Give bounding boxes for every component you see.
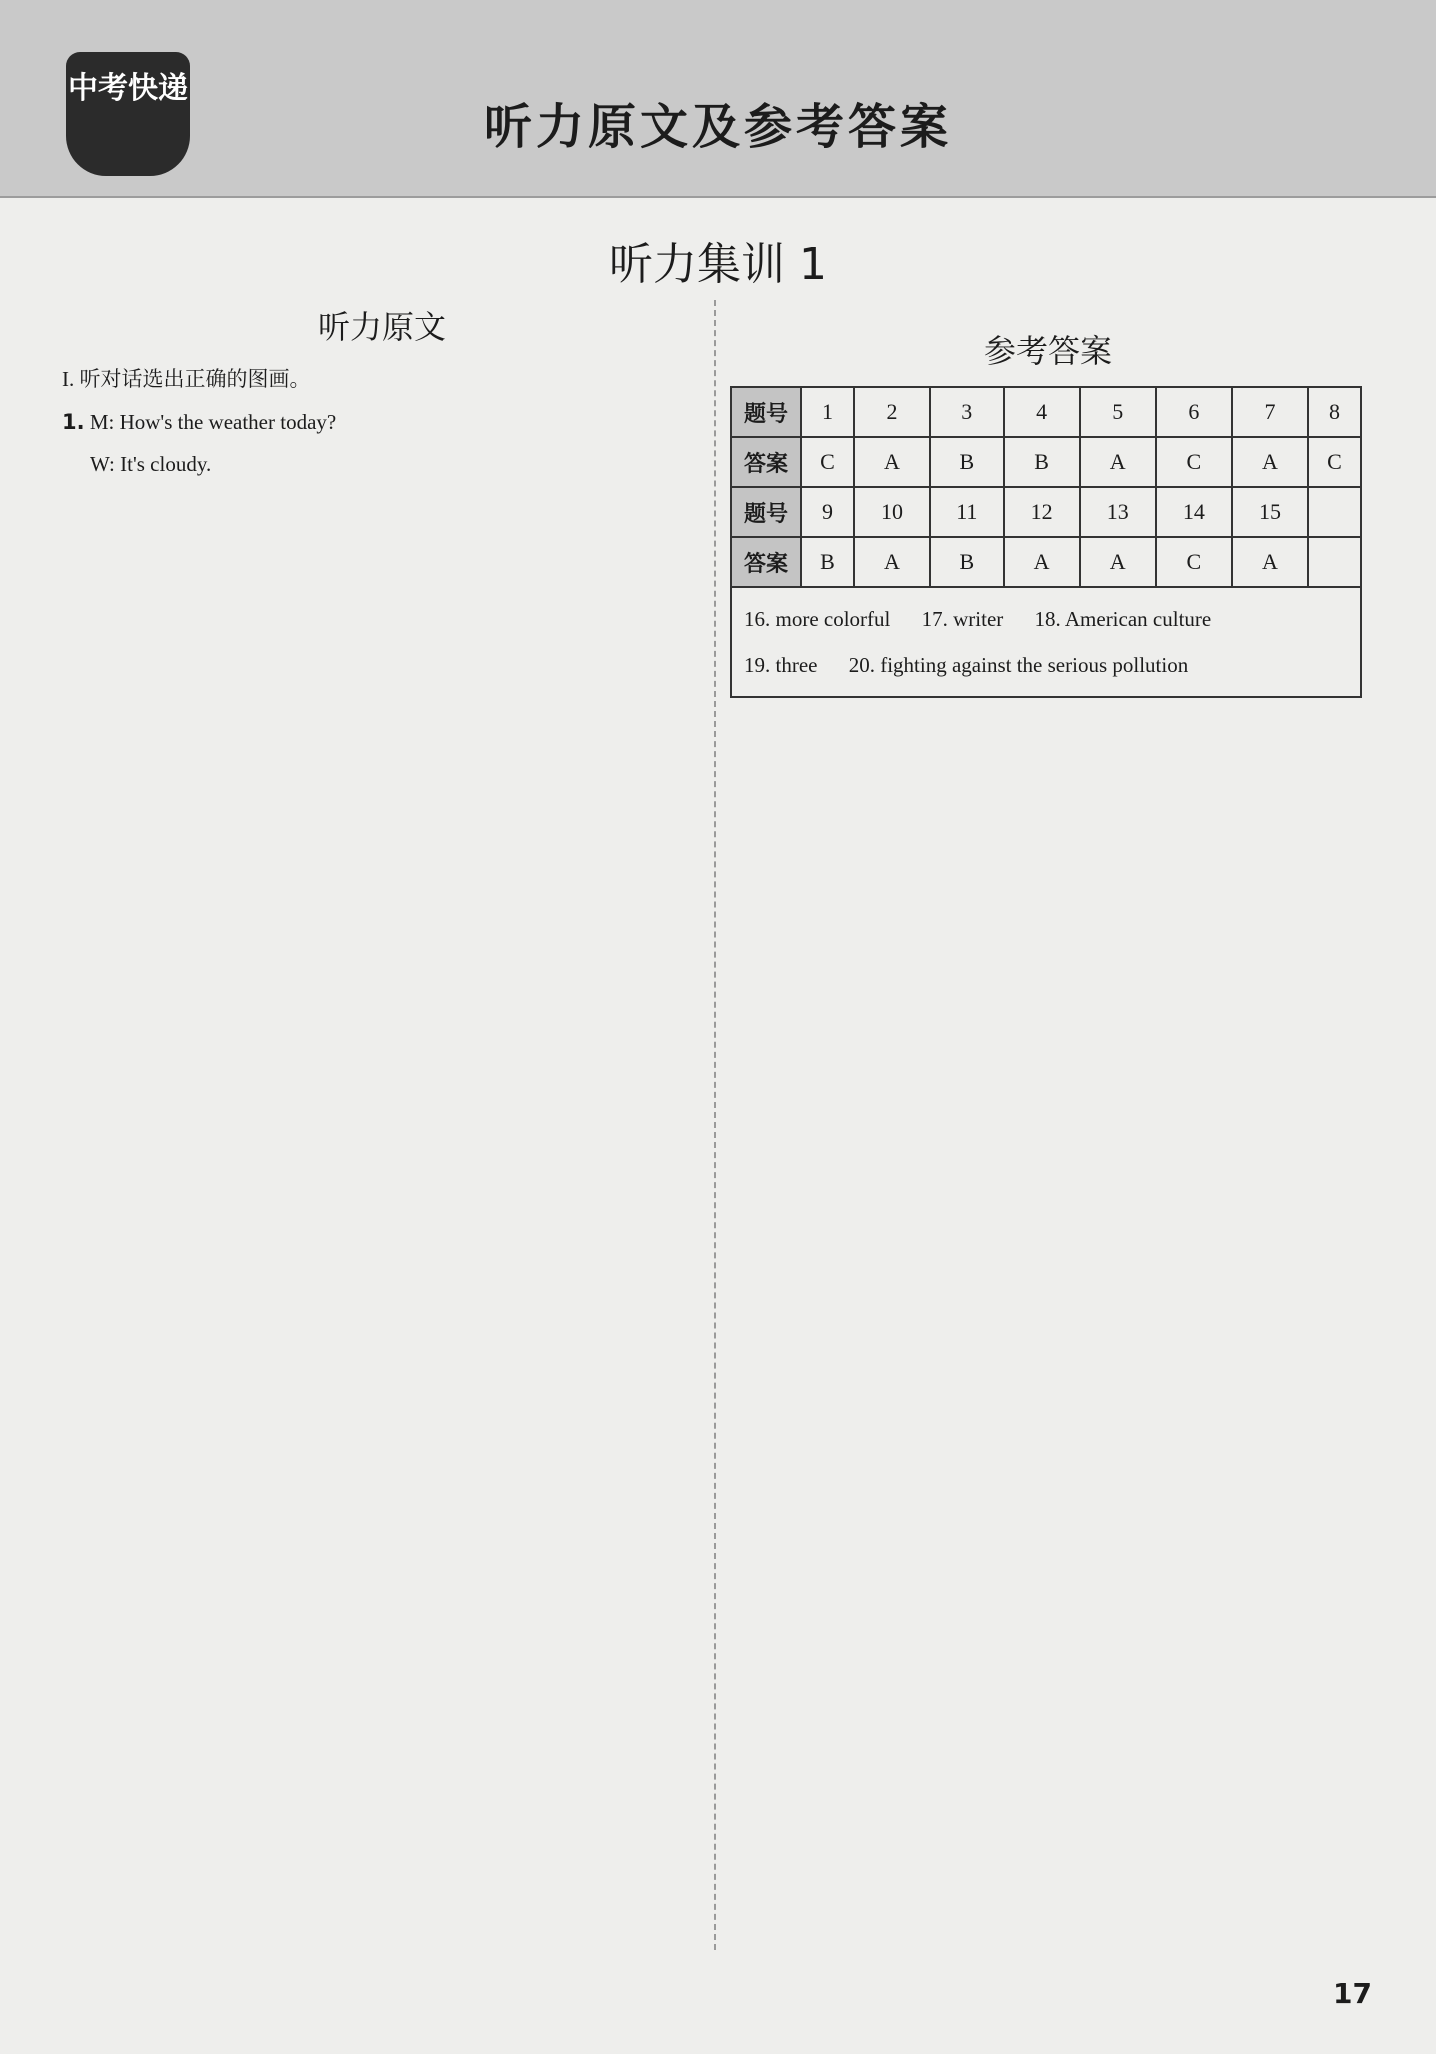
answer-cell: 1 — [801, 387, 854, 437]
fill-answer: 17. writer — [921, 607, 1004, 631]
answer-row-answers-1 — [731, 437, 1361, 487]
section-title: 听力集训 1 — [609, 239, 827, 290]
brand-logo: 中考快递 — [66, 52, 190, 176]
answer-label: 题号 — [731, 387, 801, 437]
answer-cell: 8 — [1308, 387, 1361, 437]
answer-cell — [1308, 487, 1361, 537]
answer-label: 题号 — [731, 487, 801, 537]
fill-answer: 19. three — [744, 653, 818, 677]
page-header — [0, 0, 1436, 198]
fill-in-answers — [730, 588, 1362, 698]
answer-cell: B — [930, 437, 1004, 487]
answer-cell: C — [801, 437, 854, 487]
fill-answer: 16. more colorful — [744, 607, 891, 631]
page-number: 17 — [1333, 1977, 1372, 2010]
answer-label: 答案 — [731, 537, 801, 587]
answer-cell: 13 — [1080, 487, 1156, 537]
answer-cell: A — [1080, 537, 1156, 587]
fill-answer: 18. American culture — [1034, 607, 1212, 631]
answer-cell: 2 — [854, 387, 930, 437]
answer-cell: A — [1080, 437, 1156, 487]
transcript-sample-2: 1. M: How's the weather today? — [62, 409, 337, 434]
right-column — [730, 302, 1366, 698]
answer-cell: A — [854, 437, 930, 487]
answer-cell: C — [1156, 537, 1232, 587]
answer-cell: B — [1004, 437, 1080, 487]
answer-row-numbers-1 — [731, 387, 1361, 437]
answer-cell: B — [801, 537, 854, 587]
answer-cell: 12 — [1004, 487, 1080, 537]
transcript-heading: 听力原文 — [317, 308, 446, 346]
page-title: 听力原文及参考答案 — [483, 99, 952, 155]
transcript-sample-1: I. 听对话选出正确的图画。 — [62, 367, 311, 391]
answer-table — [730, 386, 1362, 588]
answer-cell: C — [1156, 437, 1232, 487]
column-divider — [714, 300, 716, 1950]
answer-cell: A — [854, 537, 930, 587]
answers-heading: 参考答案 — [983, 332, 1112, 370]
left-column — [62, 302, 702, 486]
answer-cell: 6 — [1156, 387, 1232, 437]
transcript-sample-3: W: It's cloudy. — [90, 452, 212, 476]
answer-cell: 9 — [801, 487, 854, 537]
answer-cell: C — [1308, 437, 1361, 487]
answer-cell: A — [1232, 437, 1308, 487]
answer-cell: 7 — [1232, 387, 1308, 437]
answer-cell: 14 — [1156, 487, 1232, 537]
answer-cell: 5 — [1080, 387, 1156, 437]
answer-row-numbers-2 — [731, 487, 1361, 537]
answer-cell: 11 — [930, 487, 1004, 537]
answer-cell: A — [1232, 537, 1308, 587]
answer-row-answers-2 — [731, 537, 1361, 587]
answer-cell: 3 — [930, 387, 1004, 437]
answer-cell — [1308, 537, 1361, 587]
fill-answer: 20. fighting against the serious pollution — [848, 653, 1189, 677]
answer-cell: 4 — [1004, 387, 1080, 437]
answer-cell: B — [930, 537, 1004, 587]
answer-cell: 15 — [1232, 487, 1308, 537]
answer-cell: 10 — [854, 487, 930, 537]
answer-cell: A — [1004, 537, 1080, 587]
answer-label: 答案 — [731, 437, 801, 487]
